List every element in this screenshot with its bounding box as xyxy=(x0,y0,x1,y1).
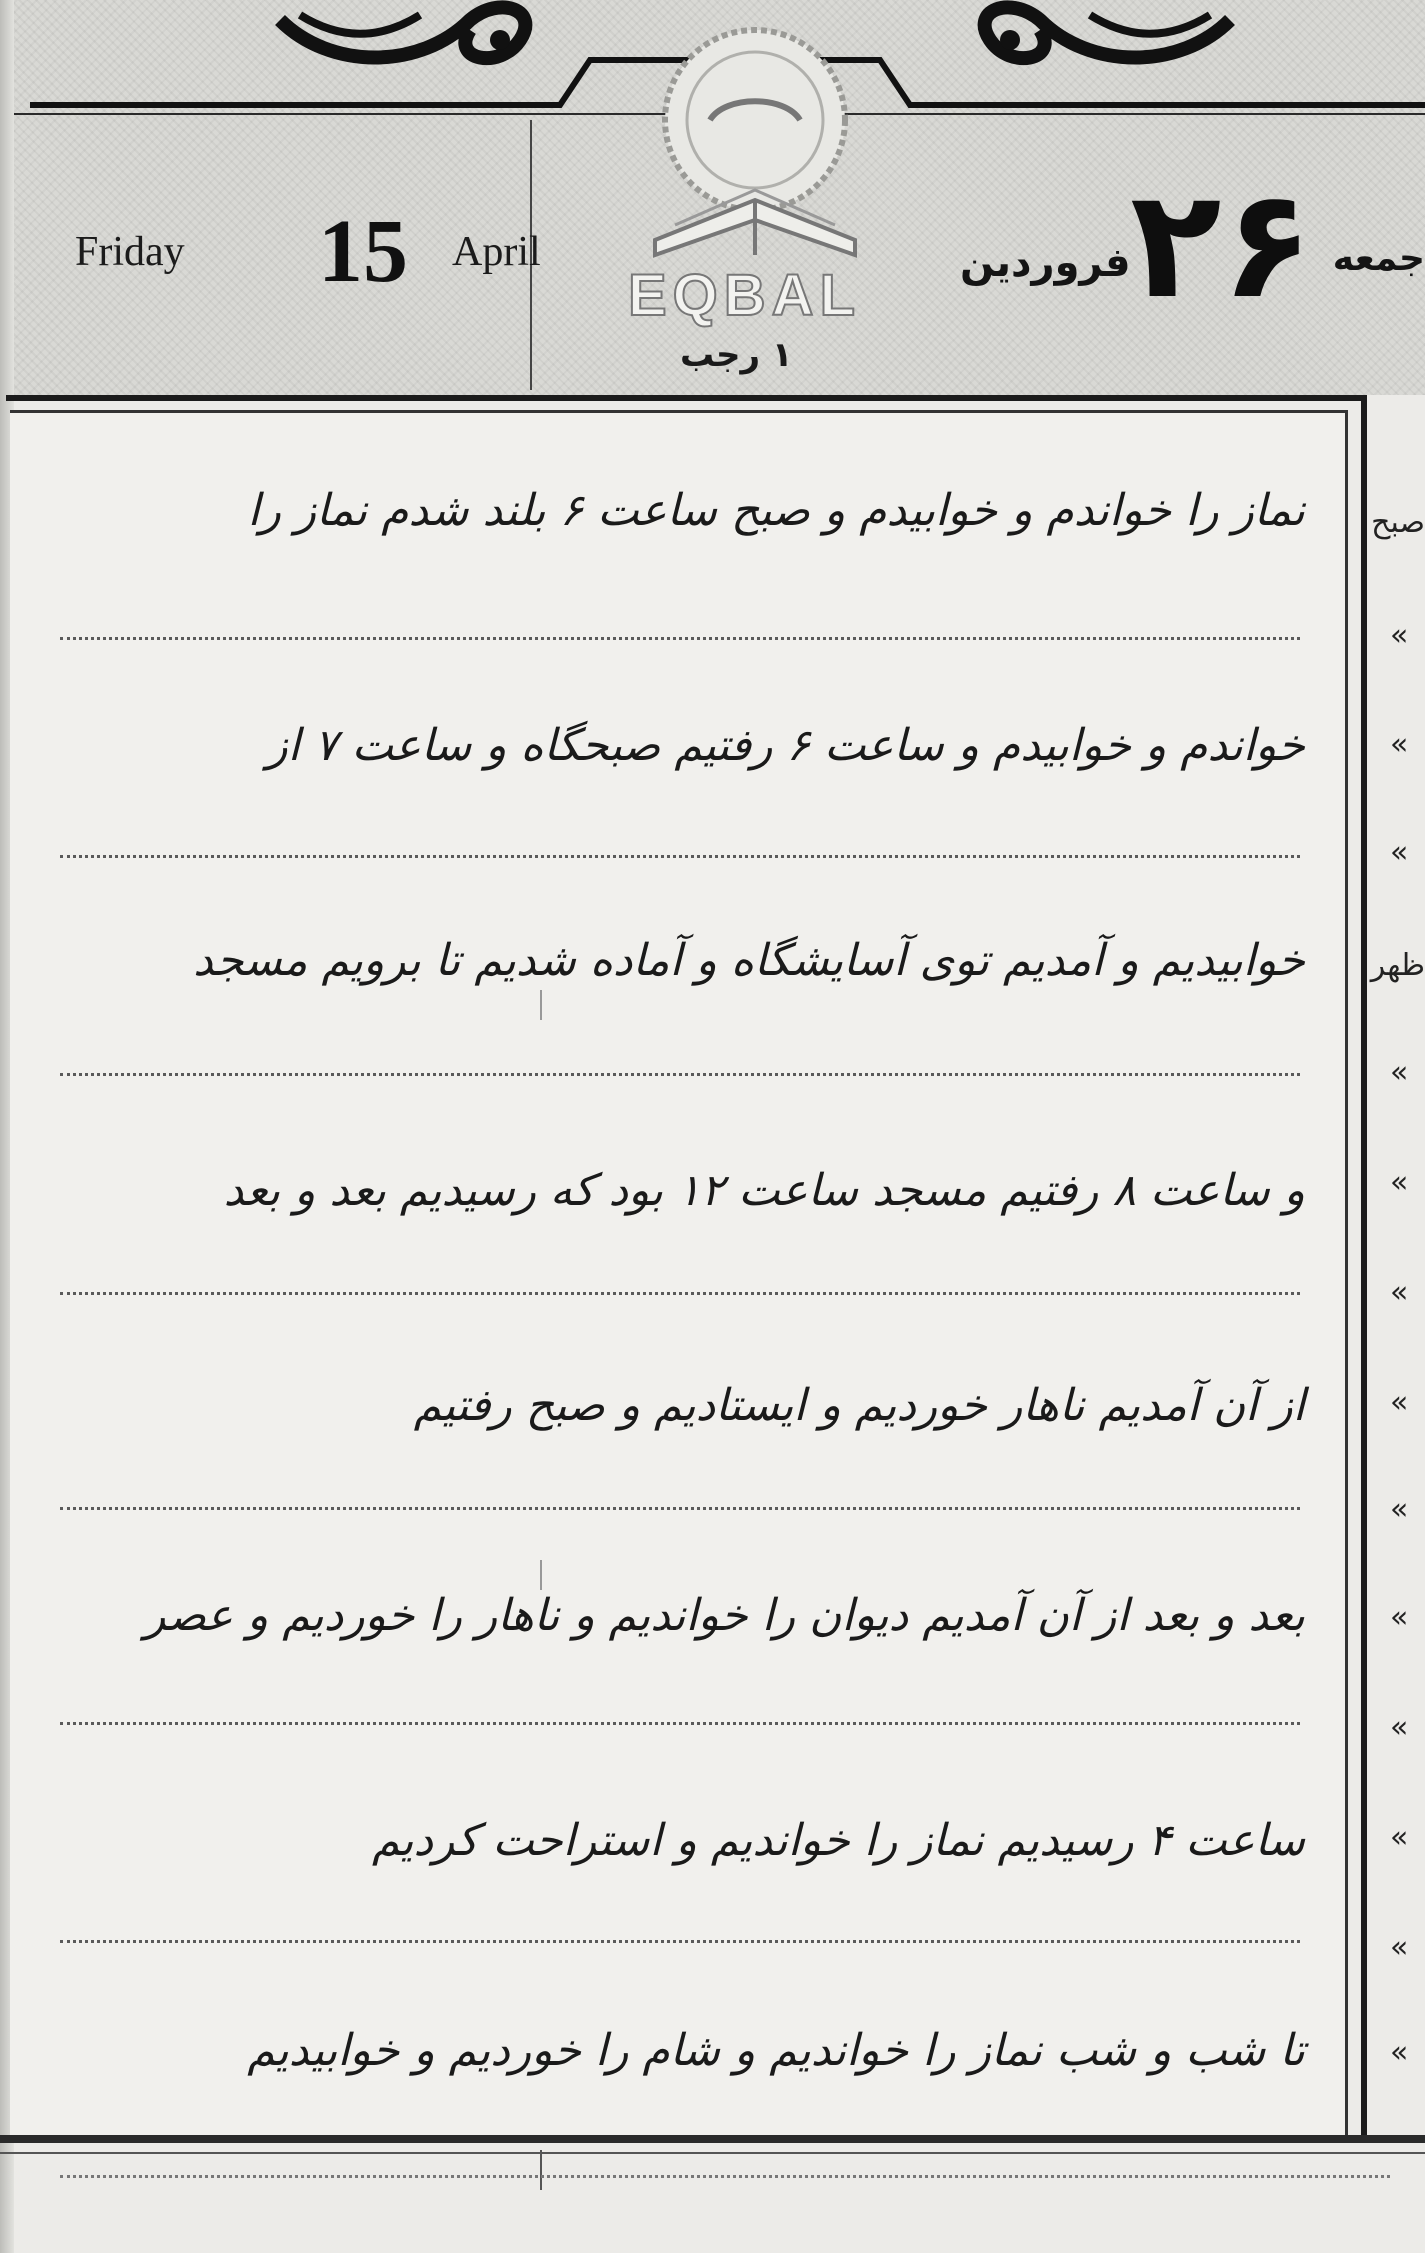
persian-month: فروردین xyxy=(960,240,1131,286)
handwritten-line-1: نماز را خواندم و خوابیدم و صبح ساعت ۶ بلند شدم نماز را xyxy=(247,485,1305,536)
margin-mark: » xyxy=(1390,1710,1409,1745)
ruled-line xyxy=(60,1073,1300,1076)
ruled-line xyxy=(60,855,1300,858)
ruled-line xyxy=(60,1507,1300,1510)
handwritten-line-8: تا شب و شب نماز را خواندیم و شام را خوردیم و خوابیدیم xyxy=(247,2025,1305,2076)
bottom-dotted-line xyxy=(60,2175,1390,2178)
margin-mark: » xyxy=(1390,1385,1409,1420)
margin-mark: » xyxy=(1390,2035,1409,2070)
handwritten-line-5: از آن آمدیم ناهار خوردیم و ایستادیم و صبح رفتیم xyxy=(413,1380,1305,1431)
writing-area xyxy=(10,410,1348,2143)
margin-mark: » xyxy=(1390,1165,1409,1200)
eqbal-logo-text: EQBAL xyxy=(628,263,861,328)
margin-mark-noon: ظهر xyxy=(1370,948,1425,983)
ruled-line xyxy=(60,637,1300,640)
persian-day-number: ۲۶ xyxy=(1130,158,1314,332)
time-margin xyxy=(1332,0,1425,2253)
margin-mark: » xyxy=(1390,1055,1409,1090)
margin-mark: » xyxy=(1390,1600,1409,1635)
margin-mark-morning: صبح xyxy=(1371,505,1425,540)
handwritten-line-2: خواندم و خوابیدم و ساعت ۶ رفتیم صبحگاه و ساعت ۷ از xyxy=(266,720,1305,771)
bottom-rule xyxy=(0,2152,1425,2154)
persian-weekday: جمعه xyxy=(1332,238,1425,279)
margin-mark: » xyxy=(1390,618,1409,653)
ruled-line xyxy=(60,1292,1300,1295)
margin-mark: » xyxy=(1390,727,1409,762)
margin-mark: » xyxy=(1390,1930,1409,1965)
english-weekday: Friday xyxy=(75,229,185,275)
hijri-date: ۱ رجب xyxy=(680,335,793,375)
margin-mark: » xyxy=(1390,1820,1409,1855)
center-guide-tick xyxy=(540,1560,542,1590)
margin-mark: » xyxy=(1390,835,1409,870)
handwritten-line-4: و ساعت ۸ رفتیم مسجد ساعت ۱۲ بود که رسیدیم بعد و بعد xyxy=(223,1165,1305,1216)
handwritten-line-3: خوابیدیم و آمدیم توی آسایشگاه و آماده شدیم تا برویم مسجد xyxy=(193,935,1305,986)
ruled-line xyxy=(60,1722,1300,1725)
margin-mark: » xyxy=(1390,1492,1409,1527)
handwritten-line-7: ساعت ۴ رسیدیم نماز را خواندیم و استراحت کردیم xyxy=(372,1815,1305,1866)
bottom-border xyxy=(0,2135,1425,2143)
english-month: April xyxy=(452,229,541,275)
bottom-center-tick xyxy=(540,2150,542,2190)
handwritten-line-6: بعد و بعد از آن آمدیم دیوان را خواندیم و ناهار را خوردیم و عصر xyxy=(144,1590,1305,1641)
center-guide-tick xyxy=(540,990,542,1020)
eqbal-logo-emblem-icon xyxy=(615,25,895,285)
english-day-number: 15 xyxy=(318,202,408,301)
ruled-line xyxy=(60,1940,1300,1943)
margin-mark: » xyxy=(1390,1275,1409,1310)
